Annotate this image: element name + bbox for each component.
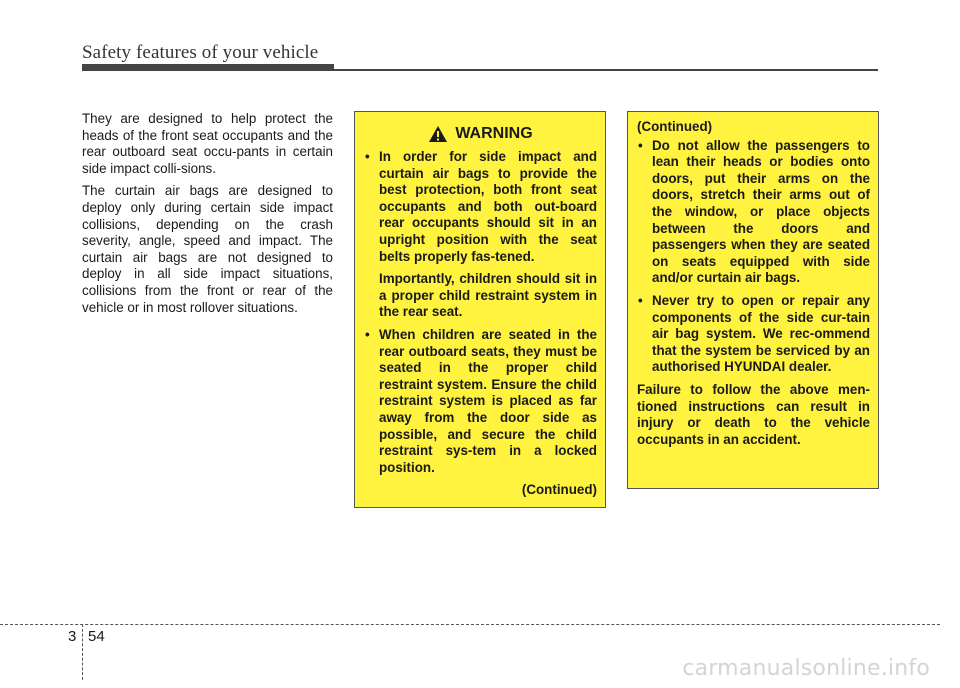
page-number: 54 (88, 628, 105, 645)
warning-list (364, 149, 597, 476)
body-paragraph-1: They are designed to help protect the heads of the front seat occupants and the rear outboard seat occu-pants in certain side impact colli-sions. (82, 111, 333, 176)
continued-bullet-1: • Do not allow the passengers to lean their heads or bodies onto doors, put their arms on the doors, stretch their arms out of the window, or place objects between the doors and passengers when they are seated on seats equipped with side and/or curtain air bags. (637, 138, 870, 287)
warning-triangle-icon (428, 125, 448, 143)
warning-bullet-2-text: • When children are seated in the rear outboard seats, they must be seated in the proper child restraint system. Ensure the child restraint system is placed as far away from the door side as possible, and secure the child restraint sys-tem in a locked position. (379, 326, 597, 475)
warning-bullet-1-subtext: Importantly, children should sit in a proper child restraint system in the rear seat. (379, 271, 597, 320)
warning-heading (364, 124, 597, 144)
footer-divider (82, 624, 83, 680)
warning-bullet-1 (364, 149, 597, 321)
warning-box (354, 111, 606, 508)
footer-rule (0, 624, 940, 625)
continued-label: (Continued) (521, 482, 597, 498)
warning-heading-text: WARNING (455, 125, 533, 142)
continued-list (637, 138, 870, 376)
page-header-title: Safety features of your vehicle (82, 42, 319, 63)
continued-warning-box (627, 111, 879, 489)
header-rule (82, 69, 878, 71)
warning-bullet-2 (364, 327, 597, 476)
continued-bullet-2: • Never try to open or repair any components of the side cur-tain air bag system. We rec-ommend that the system be serviced by an authorised HYUNDAI dealer. (637, 293, 870, 376)
warning-bullet-1-text: • In order for side impact and curtain air bags to provide the best protection, both front seat occupants and both out-board rear occupants should sit in an upright position with the seat belts properly fas-tened. (379, 149, 597, 264)
chapter-number: 3 (68, 628, 77, 645)
body-text-column (82, 111, 333, 322)
watermark: carmanualsonline.info (682, 656, 930, 681)
closing-warning-text: Failure to follow the above men-tioned instructions can result in injury or death to the vehicle occupants in an accident. (637, 381, 870, 447)
body-paragraph-2: The curtain air bags are designed to deploy only during certain side impact collisions, depending on the crash severity, angle, speed and impact. The curtain air bags are not designed to deploy in all side impact situations, collisions from the front or rear of the vehicle or in most rollover situations. (82, 183, 333, 315)
continued-label: (Continued) (637, 119, 713, 134)
